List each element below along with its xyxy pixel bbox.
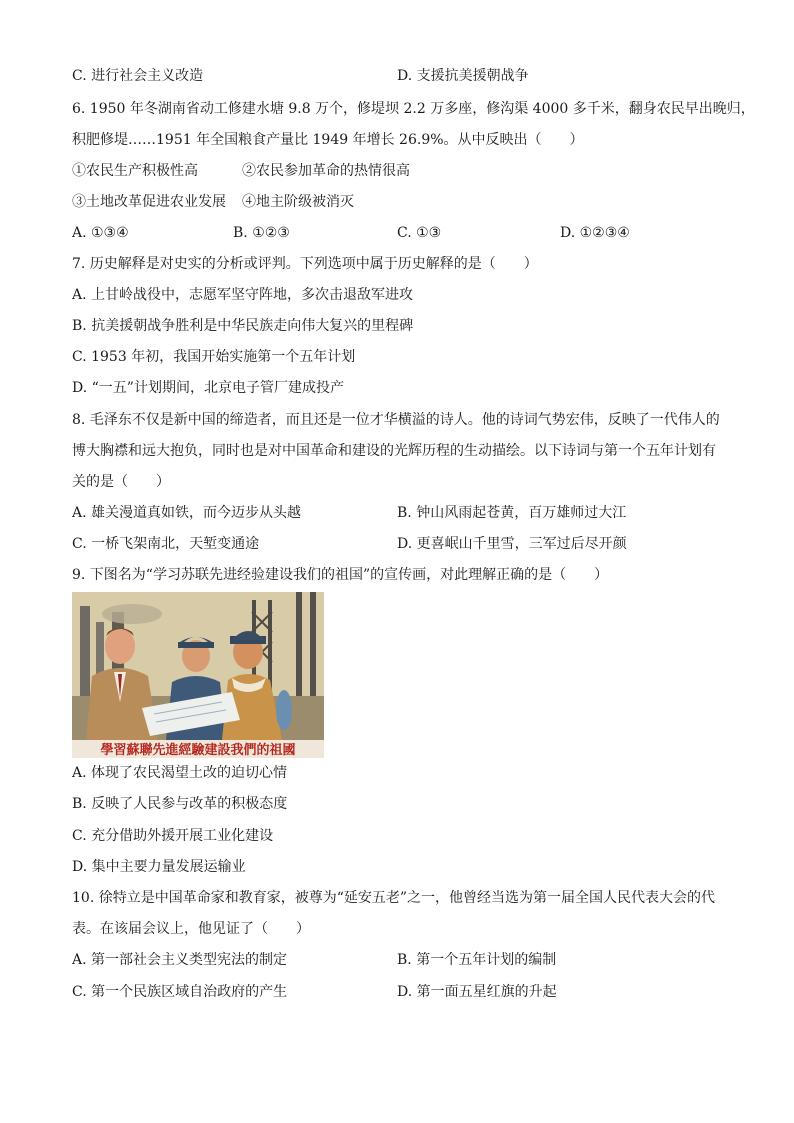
q8-stem-line1: 8. 毛泽东不仅是新中国的缔造者，而且还是一位才华横溢的诗人。他的诗词气势宏伟，反映了一代伟人的	[72, 412, 720, 428]
q7-option-a: A. 上甘岭战役中，志愿军坚守阵地，多次击退敌军进攻	[72, 287, 414, 303]
q8-stem-line3: 关的是（ ）	[72, 474, 170, 490]
q6-stem-line1: 6. 1950 年冬湖南省动工修建水塘 9.8 万个，修堤坝 2.2 万多座，修沟渠 4000 多千米，翻身农民早出晚归，	[72, 101, 755, 117]
q7-option-c: C. 1953 年初，我国开始实施第一个五年计划	[72, 349, 356, 365]
q5-option-d: D. 支援抗美援朝战争	[397, 68, 529, 84]
q9-stem: 9. 下图名为“学习苏联先进经验建设我们的祖国”的宣传画，对此理解正确的是（ ）	[72, 567, 609, 583]
q8-option-c: C. 一桥飞架南北，天堑变通途	[72, 536, 260, 552]
q6-item-1: ①农民生产积极性高	[72, 163, 198, 179]
propaganda-poster	[72, 592, 324, 758]
q9-option-b: B. 反映了人民参与改革的积极态度	[72, 796, 288, 812]
q6-stem-line2: 积肥修堤……1951 年全国粮食产量比 1949 年增长 26.9%。从中反映出（ ）	[72, 132, 584, 148]
q8-option-a: A. 雄关漫道真如铁，而今迈步从头越	[72, 505, 302, 521]
q10-option-b: B. 第一个五年计划的编制	[397, 952, 557, 968]
poster-illustration	[72, 592, 324, 758]
poster-caption: 學習蘇聯先進經驗建設我們的祖國	[100, 743, 296, 758]
q6-item-2: ②农民参加革命的热情很高	[242, 163, 410, 179]
q7-option-b: B. 抗美援朝战争胜利是中华民族走向伟大复兴的里程碑	[72, 318, 414, 334]
q6-option-b: B. ①②③	[233, 225, 290, 241]
q10-option-c: C. 第一个民族区域自治政府的产生	[72, 984, 288, 1000]
q9-option-c: C. 充分借助外援开展工业化建设	[72, 828, 274, 844]
q6-option-c: C. ①③	[397, 225, 442, 241]
q7-option-d: D. “一五”计划期间，北京电子管厂建成投产	[72, 380, 344, 396]
q6-option-a: A. ①③④	[72, 225, 129, 241]
q6-item-4: ④地主阶级被消灭	[242, 194, 354, 210]
q5-option-c: C. 进行社会主义改造	[72, 68, 204, 84]
q10-option-a: A. 第一部社会主义类型宪法的制定	[72, 952, 288, 968]
q6-option-d: D. ①②③④	[560, 225, 630, 241]
q8-option-b: B. 钟山风雨起苍黄，百万雄师过大江	[397, 505, 627, 521]
q10-stem-line1: 10. 徐特立是中国革命家和教育家，被尊为“延安五老”之一，他曾经当选为第一届全国人民代表大会的代	[72, 890, 716, 906]
q10-stem-line2: 表。在该届会议上，他见证了（ ）	[72, 921, 310, 937]
q7-stem: 7. 历史解释是对史实的分析或评判。下列选项中属于历史解释的是（ ）	[72, 256, 538, 272]
q6-item-3: ③土地改革促进农业发展	[72, 194, 226, 210]
q8-stem-line2: 博大胸襟和远大抱负，同时也是对中国革命和建设的光辉历程的生动描绘。以下诗词与第一个五年计划有	[72, 443, 716, 459]
q8-option-d: D. 更喜岷山千里雪，三军过后尽开颜	[397, 536, 627, 552]
q9-option-d: D. 集中主要力量发展运输业	[72, 859, 246, 875]
q10-option-d: D. 第一面五星红旗的升起	[397, 984, 557, 1000]
q9-option-a: A. 体现了农民渴望土改的迫切心情	[72, 765, 288, 781]
